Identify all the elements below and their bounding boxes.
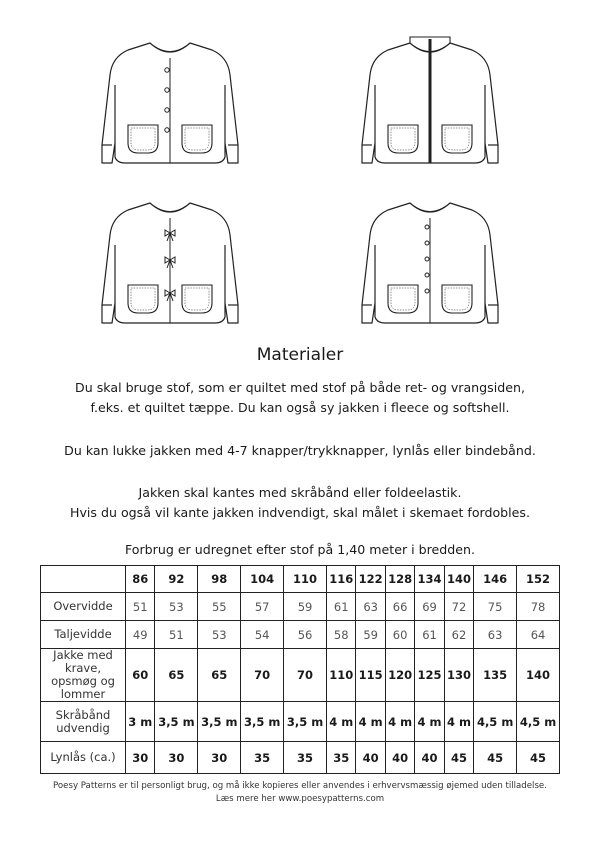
footer bbox=[0, 780, 600, 806]
closure-paragraph bbox=[0, 441, 600, 461]
table-cell: 4 m bbox=[415, 702, 444, 742]
jacket-ties-illustration bbox=[102, 203, 238, 323]
table-cell: 69 bbox=[415, 593, 444, 621]
table-cell: 49 bbox=[126, 621, 155, 649]
table-cell: 60 bbox=[126, 649, 155, 702]
table-cell: 66 bbox=[385, 593, 414, 621]
consumption-line: Forbrug er udregnet efter stof på 1,40 meter i bredden. bbox=[124, 542, 476, 557]
table-cell: 65 bbox=[155, 649, 198, 702]
size-header-cell: 116 bbox=[326, 566, 355, 593]
size-header-cell: 128 bbox=[385, 566, 414, 593]
table-cell: 30 bbox=[155, 742, 198, 774]
table-cell: 130 bbox=[444, 649, 473, 702]
table-cell: 125 bbox=[415, 649, 444, 702]
fabric-paragraph bbox=[0, 378, 600, 418]
table-cell: 30 bbox=[198, 742, 241, 774]
table-cell: 64 bbox=[517, 621, 560, 649]
size-header-cell: 98 bbox=[198, 566, 241, 593]
table-cell: 72 bbox=[444, 593, 473, 621]
header-corner bbox=[41, 566, 126, 593]
size-header-row bbox=[41, 566, 560, 593]
table-cell: 70 bbox=[284, 649, 327, 702]
table-cell: 55 bbox=[198, 593, 241, 621]
table-row bbox=[41, 742, 560, 774]
table-cell: 62 bbox=[444, 621, 473, 649]
table-cell: 4 m bbox=[326, 702, 355, 742]
table-cell: 56 bbox=[284, 621, 327, 649]
row-label: Taljevidde bbox=[41, 621, 126, 649]
size-header-cell: 140 bbox=[444, 566, 473, 593]
table-cell: 61 bbox=[326, 593, 355, 621]
table-cell: 35 bbox=[326, 742, 355, 774]
table-cell: 115 bbox=[356, 649, 385, 702]
table-cell: 35 bbox=[284, 742, 327, 774]
table-cell: 53 bbox=[198, 621, 241, 649]
table-cell: 61 bbox=[415, 621, 444, 649]
binding-line-1: Jakken skal kantes med skråbånd eller foldeelastik. bbox=[138, 485, 462, 500]
binding-paragraph bbox=[0, 483, 600, 523]
website-link[interactable]: Læs mere her www.poesypatterns.com bbox=[215, 794, 385, 804]
table-cell: 59 bbox=[356, 621, 385, 649]
table-cell: 75 bbox=[474, 593, 517, 621]
row-label: Overvidde bbox=[41, 593, 126, 621]
table-cell: 59 bbox=[284, 593, 327, 621]
table-cell: 58 bbox=[326, 621, 355, 649]
table-cell: 40 bbox=[356, 742, 385, 774]
table-cell: 135 bbox=[474, 649, 517, 702]
table-cell: 4,5 m bbox=[517, 702, 560, 742]
page-title: Materialer bbox=[256, 345, 344, 365]
fabric-line-2: f.eks. et quiltet tæppe. Du kan også sy jakken i fleece og softshell. bbox=[90, 400, 510, 415]
copyright-notice: Poesy Patterns er til personligt brug, og må ikke kopieres eller anvendes i erhvervsmæssig øjemed uden tilladelse. bbox=[53, 781, 547, 791]
size-header-cell: 134 bbox=[415, 566, 444, 593]
table-cell: 110 bbox=[326, 649, 355, 702]
table-cell: 70 bbox=[241, 649, 284, 702]
jacket-zipper-illustration bbox=[362, 37, 498, 163]
table-cell: 35 bbox=[241, 742, 284, 774]
table-cell: 40 bbox=[385, 742, 414, 774]
table-cell: 4,5 m bbox=[474, 702, 517, 742]
table-cell: 3,5 m bbox=[241, 702, 284, 742]
size-header-cell: 122 bbox=[356, 566, 385, 593]
table-row bbox=[41, 621, 560, 649]
table-cell: 57 bbox=[241, 593, 284, 621]
size-header-cell: 110 bbox=[284, 566, 327, 593]
table-cell: 54 bbox=[241, 621, 284, 649]
table-row bbox=[41, 702, 560, 742]
table-cell: 51 bbox=[126, 593, 155, 621]
row-label: Skråbånd udvendig bbox=[41, 702, 126, 742]
table-cell: 3,5 m bbox=[155, 702, 198, 742]
table-cell: 4 m bbox=[356, 702, 385, 742]
table-cell: 53 bbox=[155, 593, 198, 621]
jacket-illustrations bbox=[0, 0, 600, 345]
jacket-snaps-illustration bbox=[362, 203, 498, 323]
table-cell: 45 bbox=[474, 742, 517, 774]
table-row bbox=[41, 649, 560, 702]
table-cell: 45 bbox=[517, 742, 560, 774]
row-label: Jakke med krave, opsmøg og lommer bbox=[41, 649, 126, 702]
size-header-cell: 104 bbox=[241, 566, 284, 593]
table-cell: 45 bbox=[444, 742, 473, 774]
table-cell: 3,5 m bbox=[198, 702, 241, 742]
table-cell: 120 bbox=[385, 649, 414, 702]
table-cell: 63 bbox=[474, 621, 517, 649]
closure-line-1: Du kan lukke jakken med 4-7 knapper/trykknapper, lynlås eller bindebånd. bbox=[64, 443, 536, 458]
size-table bbox=[40, 565, 560, 774]
table-cell: 60 bbox=[385, 621, 414, 649]
table-cell: 63 bbox=[356, 593, 385, 621]
jacket-buttons-illustration bbox=[102, 43, 238, 163]
table-cell: 3 m bbox=[126, 702, 155, 742]
size-header-cell: 152 bbox=[517, 566, 560, 593]
table-cell: 40 bbox=[415, 742, 444, 774]
consumption-note bbox=[0, 540, 600, 560]
table-cell: 3,5 m bbox=[284, 702, 327, 742]
size-header-cell: 146 bbox=[474, 566, 517, 593]
fabric-line-1: Du skal bruge stof, som er quiltet med stof på både ret- og vrangsiden, bbox=[75, 380, 525, 395]
table-cell: 51 bbox=[155, 621, 198, 649]
table-cell: 65 bbox=[198, 649, 241, 702]
table-cell: 4 m bbox=[444, 702, 473, 742]
size-header-cell: 86 bbox=[126, 566, 155, 593]
row-label: Lynlås (ca.) bbox=[41, 742, 126, 774]
size-header-cell: 92 bbox=[155, 566, 198, 593]
table-cell: 140 bbox=[517, 649, 560, 702]
table-cell: 30 bbox=[126, 742, 155, 774]
table-cell: 4 m bbox=[385, 702, 414, 742]
table-row bbox=[41, 593, 560, 621]
table-cell: 78 bbox=[517, 593, 560, 621]
binding-line-2: Hvis du også vil kante jakken indvendigt, skal målet i skemaet fordobles. bbox=[70, 505, 530, 520]
